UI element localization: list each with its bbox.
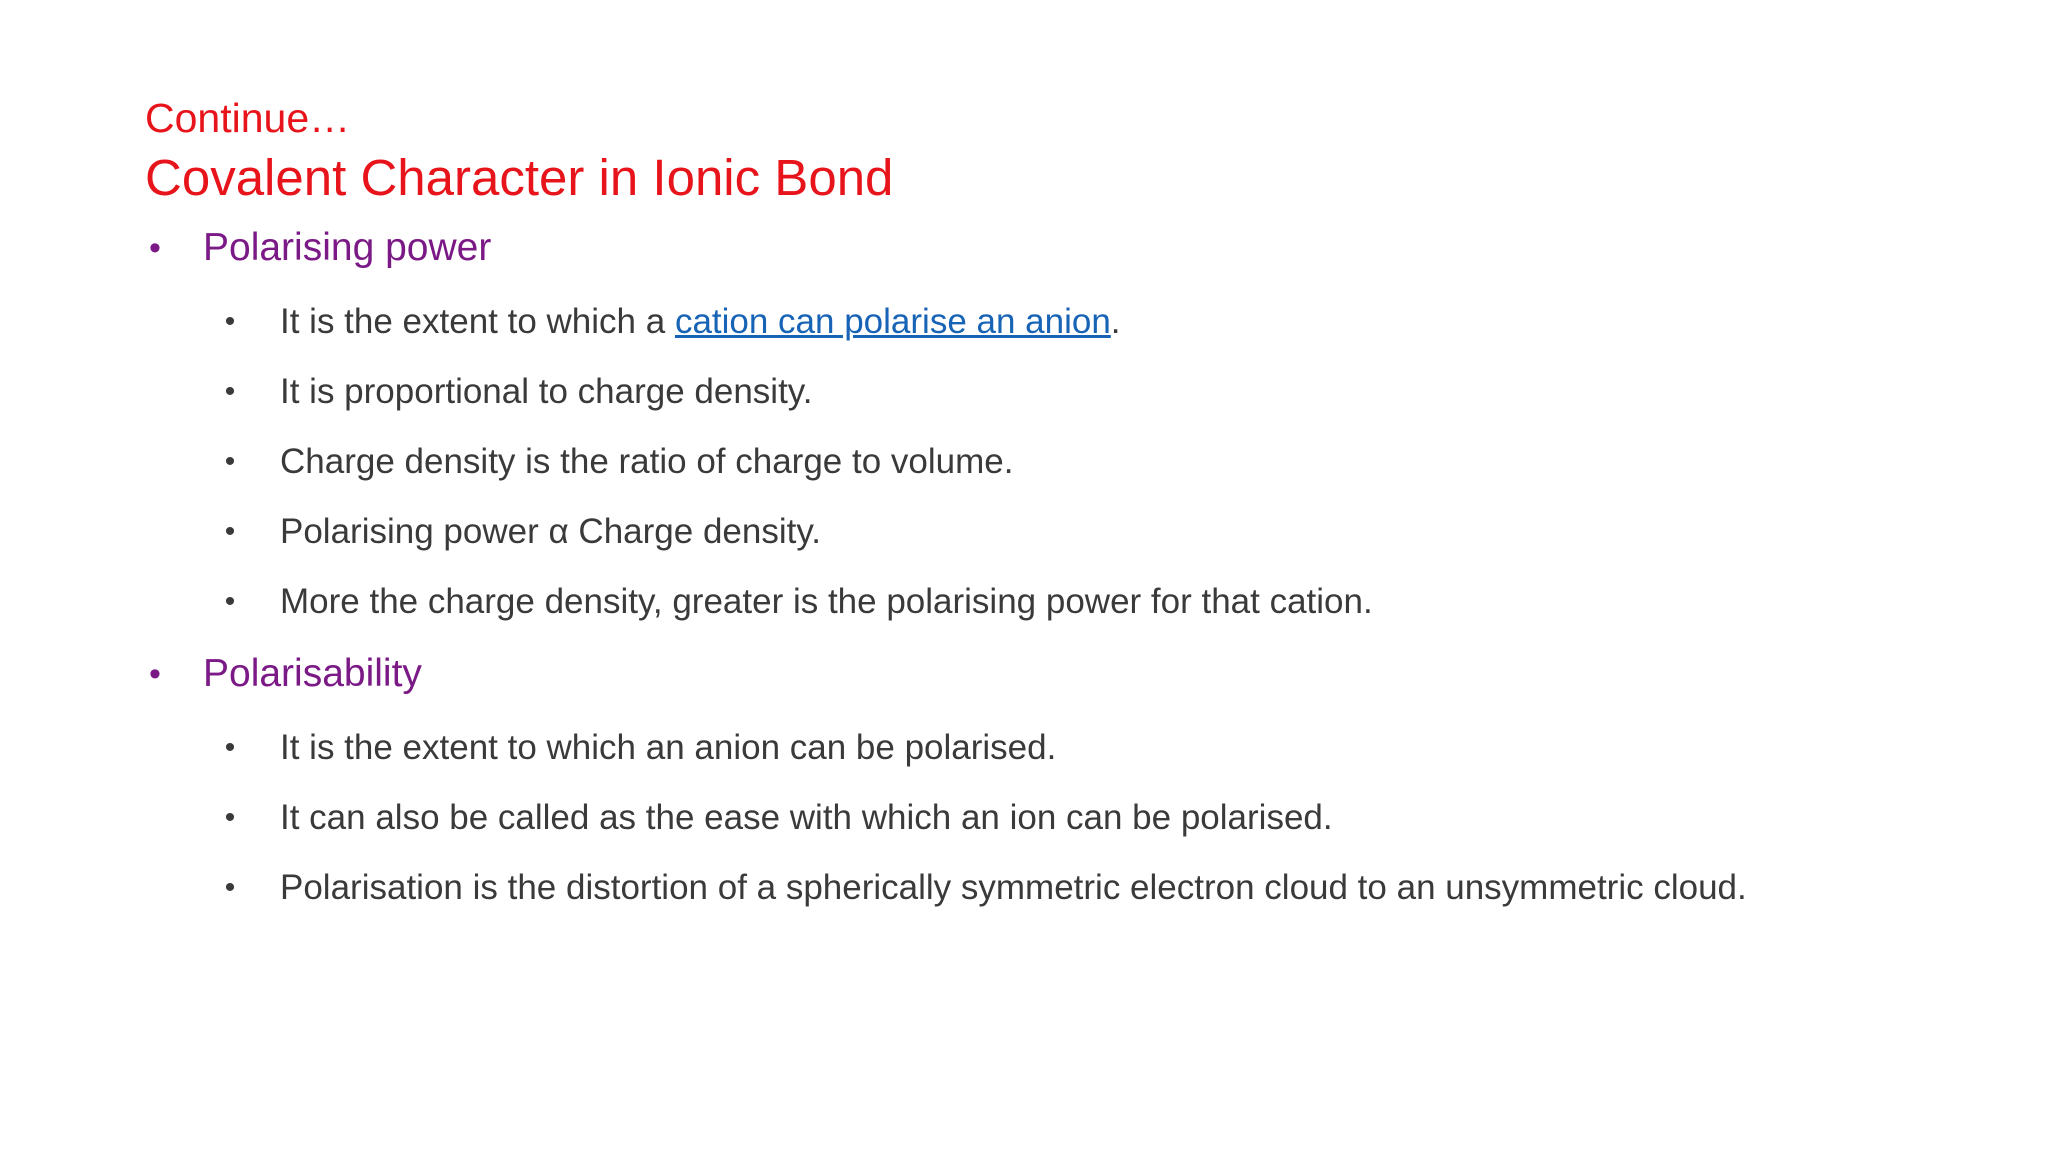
slide-subtitle: Continue… <box>145 95 351 141</box>
list-item-prefix: It is the extent to which a <box>280 302 675 341</box>
bullet-icon: • <box>224 305 236 338</box>
list-item-text: Polarisation is the distortion of a spherically symmetric electron cloud to an unsymmetric cloud. <box>280 868 1747 907</box>
bullet-icon: • <box>224 731 236 764</box>
heading-text: Polarisability <box>203 652 422 695</box>
list-item-text: It is the extent to which an anion can be polarised. <box>280 728 1057 767</box>
bullet-icon: • <box>224 871 236 904</box>
list-item-text: It can also be called as the ease with which an ion can be polarised. <box>280 798 1333 837</box>
heading-text: Polarising power <box>203 226 492 269</box>
bullet-icon: • <box>224 375 236 408</box>
list-item-suffix: . <box>1110 302 1121 341</box>
list-item-text: Charge density is the ratio of charge to volume. <box>280 442 1014 481</box>
bullet-icon: • <box>224 515 236 548</box>
bullet-icon: • <box>224 801 236 834</box>
list-item-text: More the charge density, greater is the polarising power for that cation. <box>280 582 1373 621</box>
bullet-icon: • <box>149 654 161 693</box>
bullet-icon: • <box>149 228 161 267</box>
list-item-text <box>280 302 1121 342</box>
list-item-text: Polarising power α Charge density. <box>280 512 821 551</box>
cation-polarise-anion-link[interactable]: cation can polarise an anion <box>674 302 1111 341</box>
list-item-text: It is proportional to charge density. <box>280 372 813 411</box>
bullet-icon: • <box>224 445 236 478</box>
slide-title: Covalent Character in Ionic Bond <box>145 149 894 206</box>
bullet-icon: • <box>224 585 236 618</box>
